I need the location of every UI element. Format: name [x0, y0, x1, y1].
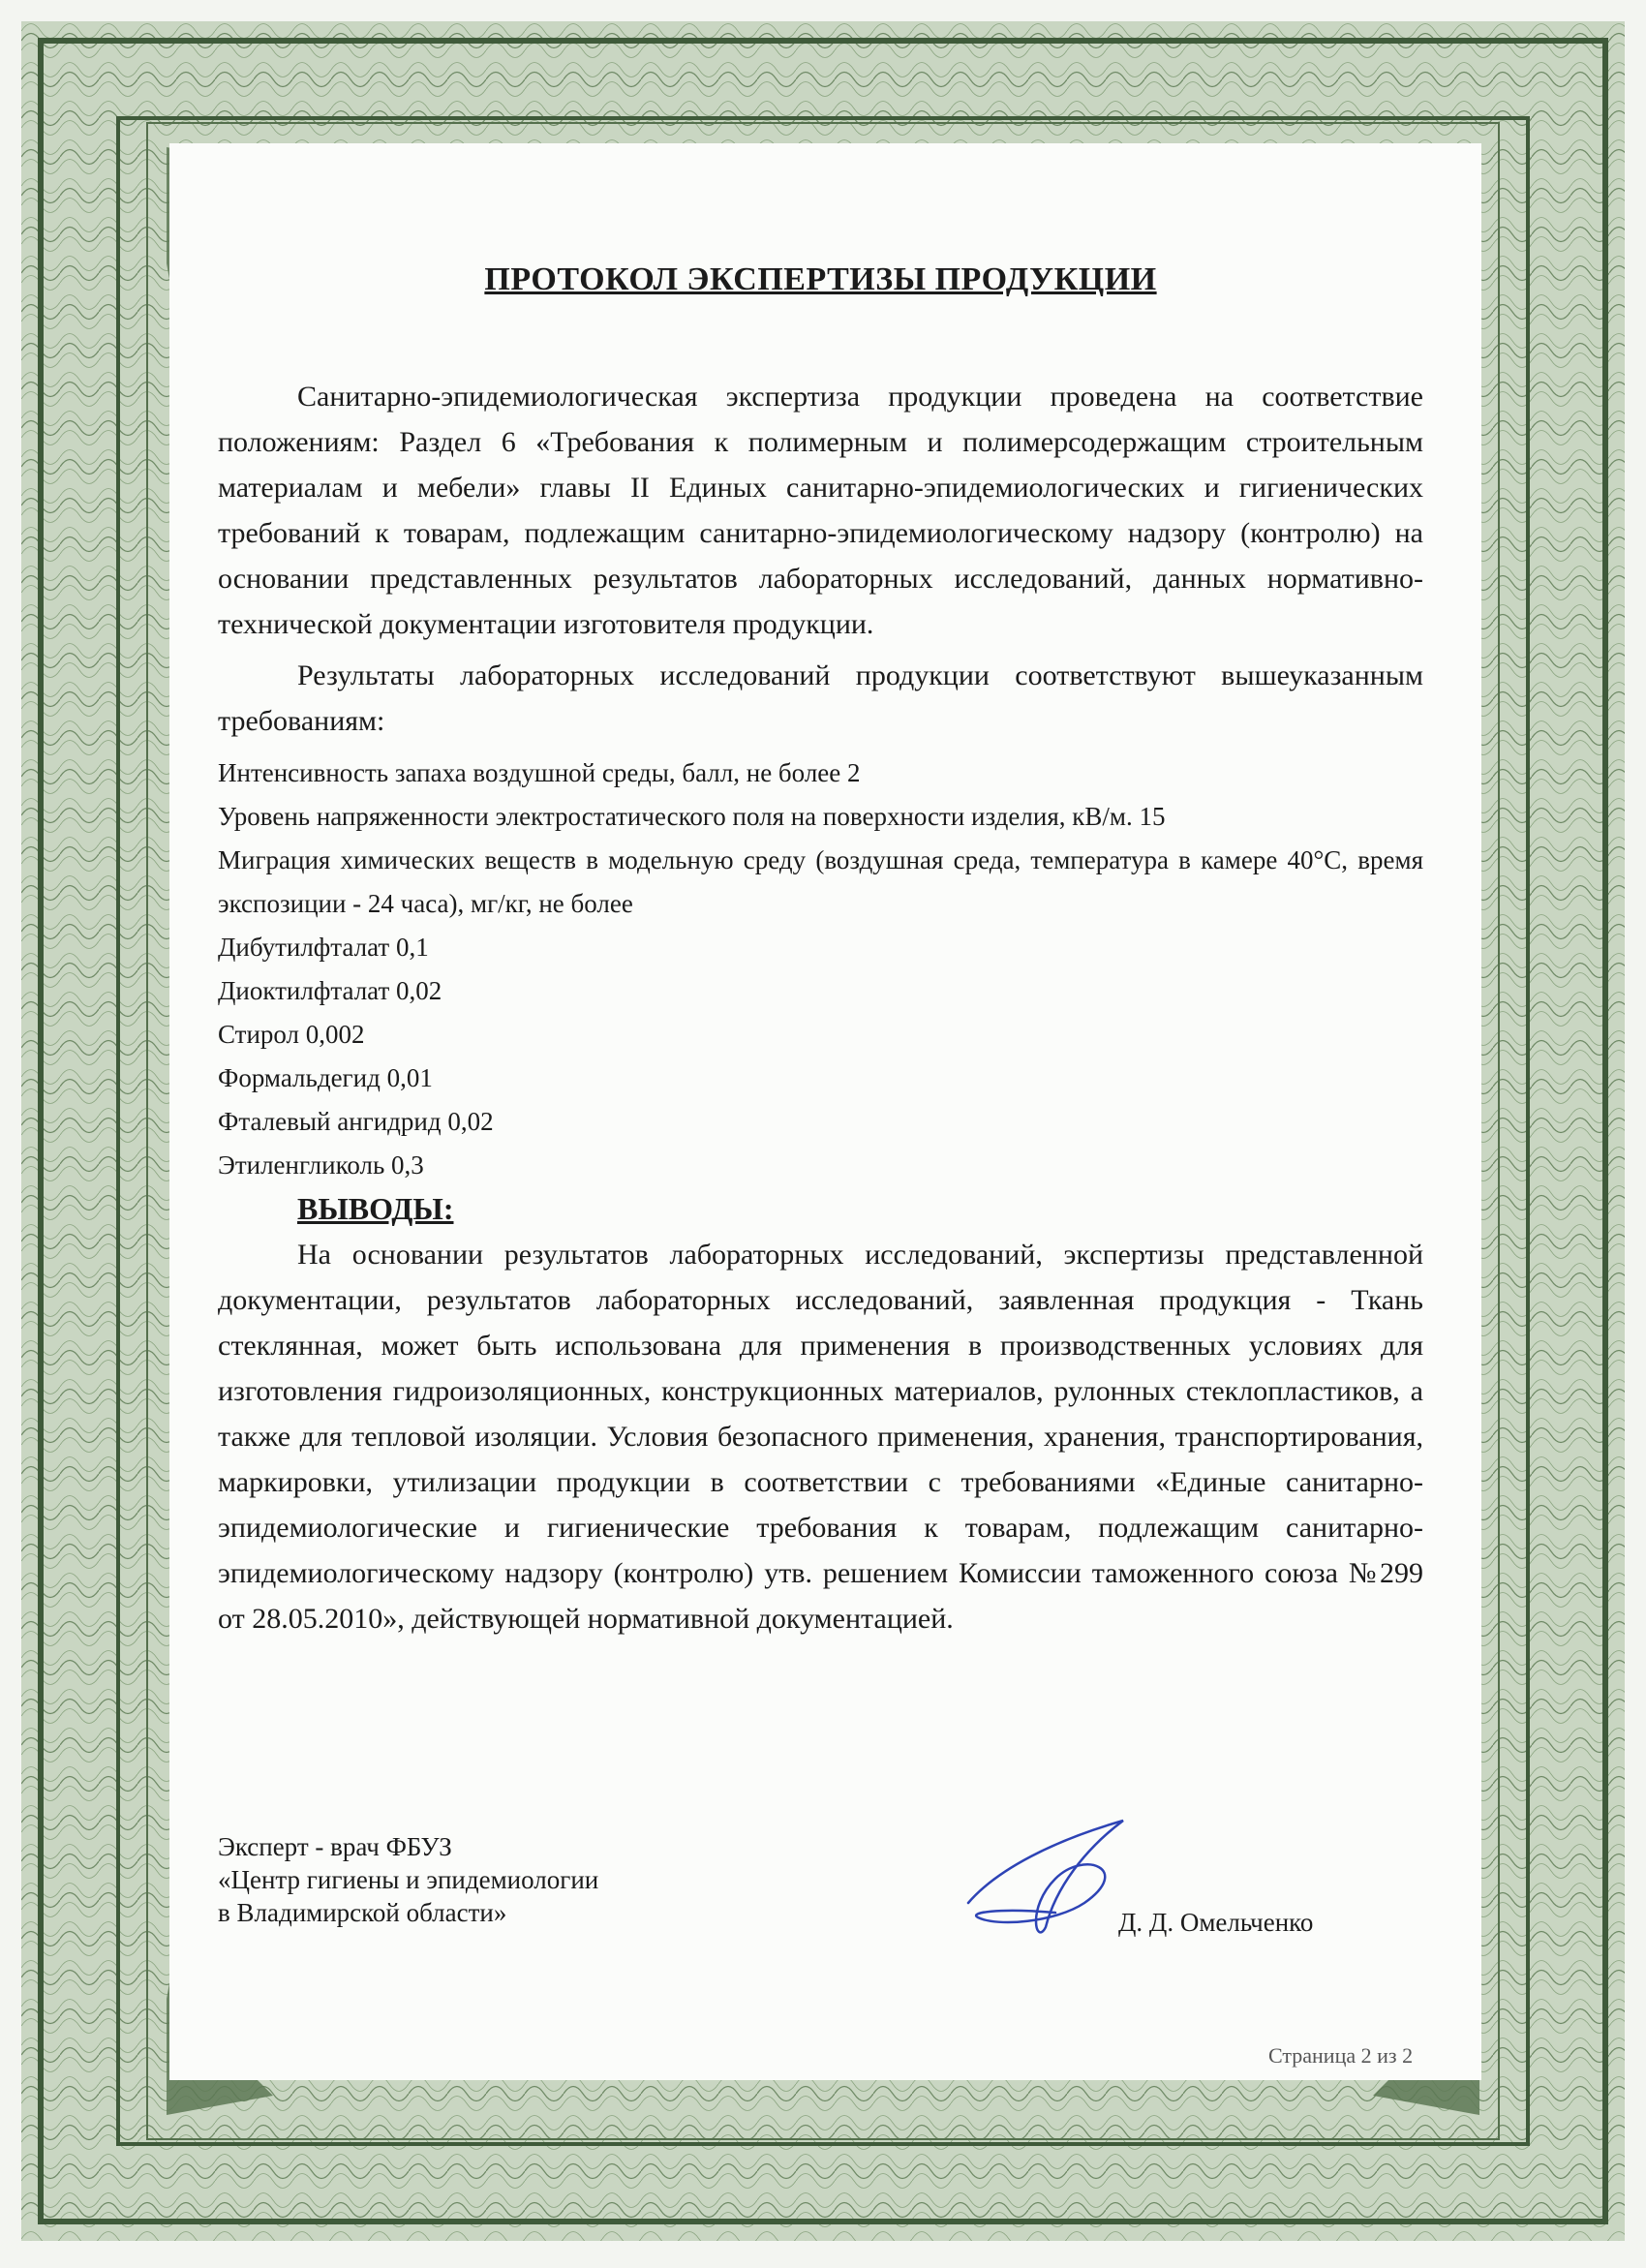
- expert-name: Д. Д. Омельченко: [1118, 1908, 1314, 1937]
- result-item: Диоктилфталат 0,02: [218, 976, 442, 1005]
- result-item: Уровень напряженности электростатического поля на поверхности изделия, кВ/м. 15: [218, 802, 1166, 831]
- expert-position-line: Эксперт - врач ФБУЗ: [218, 1832, 452, 1861]
- result-item: Миграция химических веществ в модельную среду (воздушная среда, температура в камере 40°С, время экспозиции - 24 часа), мг/кг, не более: [218, 845, 1423, 918]
- results-intro: Результаты лабораторных исследований продукции соответствуют вышеуказанным требованиям:: [218, 659, 1423, 737]
- result-item: Фталевый ангидрид 0,02: [218, 1107, 494, 1136]
- intro-paragraph: Санитарно-эпидемиологическая экспертиза продукции проведена на соответствие положениям: Раздел 6 «Требования к полимерным и полимерсодержащим строительным материалам и мебели» главы II Единых санитарно-эпидемиологических и гигиенических требований к товарам, подлежащим санитарно-эпидемиологическому надзору (контролю) на основании представленных результатов лабораторных исследований, данных нормативно-технической документации изготовителя продукции.: [218, 381, 1423, 640]
- result-item: Дибутилфталат 0,1: [218, 933, 429, 962]
- conclusions-heading: ВЫВОДЫ:: [297, 1191, 454, 1226]
- document-title: ПРОТОКОЛ ЭКСПЕРТИЗЫ ПРОДУКЦИИ: [484, 261, 1157, 297]
- result-item: Интенсивность запаха воздушной среды, балл, не более 2: [218, 758, 861, 787]
- result-item: Этиленгликоль 0,3: [218, 1150, 424, 1180]
- signature-block: [218, 1830, 1423, 1966]
- document-content: [218, 261, 1423, 1641]
- conclusions-paragraph: На основании результатов лабораторных исследований, экспертизы представленной документации, результатов лабораторных исследований, заявленная продукция - Ткань стеклянная, может быть использована для применения в производственных условиях для изготовления гидроизоляционных, конструкционных материалов, рулонных стеклопластиков, а также для тепловой изоляции. Условия безопасного применения, хранения, транспортирования, маркировки, утилизации продукции в соответствии с требованиями «Единые санитарно-эпидемиологические и гигиенические требования к товарам, подлежащим санитарно-эпидемиологическому надзору (контролю) утв. решением Комиссии таможенного союза №299 от 28.05.2010», действующей нормативной документацией.: [218, 1239, 1423, 1635]
- expert-position: [218, 1830, 598, 1929]
- results-list: [218, 751, 1423, 1187]
- expert-position-line: «Центр гигиены и эпидемиологии: [218, 1865, 599, 1894]
- result-item: Стирол 0,002: [218, 1020, 365, 1049]
- result-item: Формальдегид 0,01: [218, 1063, 433, 1092]
- page-number: Страница 2 из 2: [1268, 2043, 1414, 2068]
- expert-position-line: в Владимирской области»: [218, 1898, 507, 1927]
